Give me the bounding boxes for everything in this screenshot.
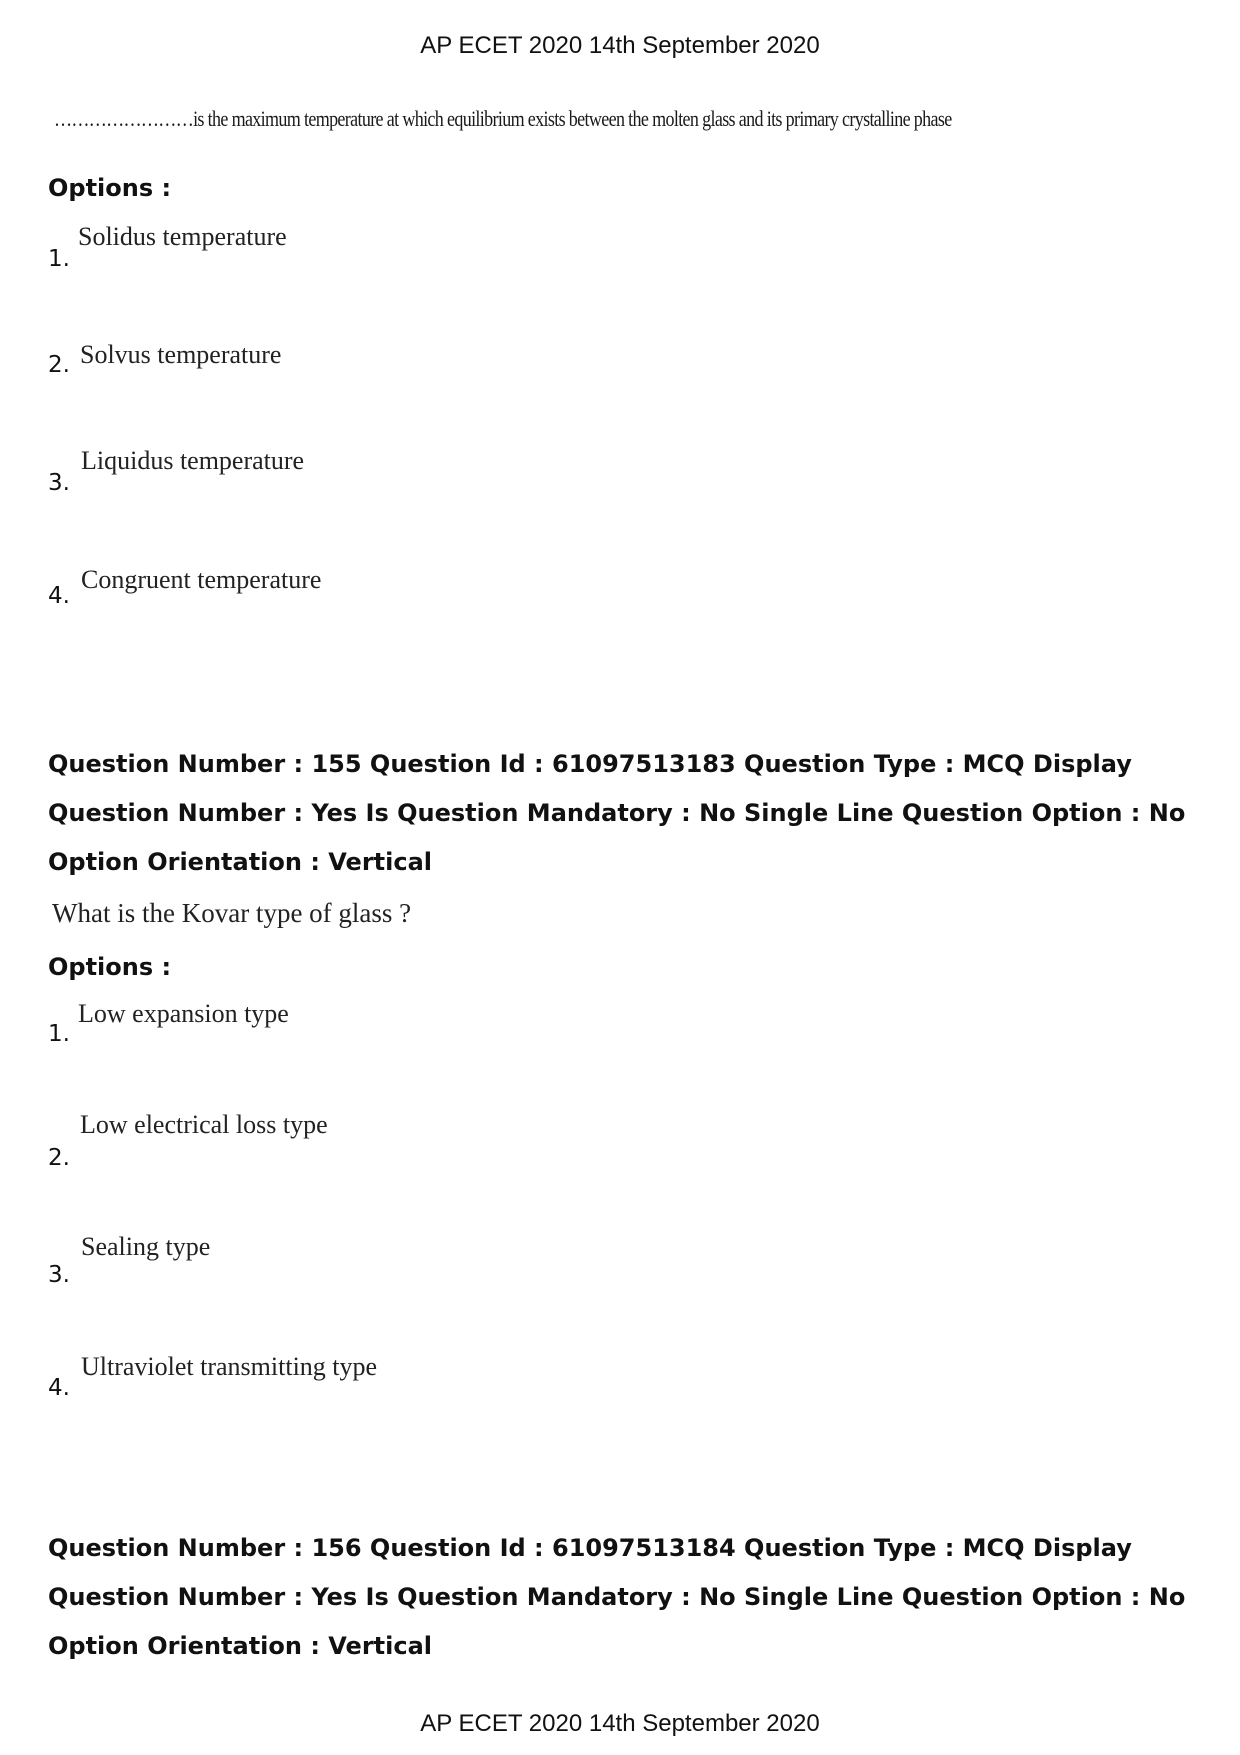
option-text: Congruent temperature — [81, 565, 322, 594]
option-text: Solvus temperature — [80, 340, 282, 369]
page-header: AP ECET 2020 14th September 2020 — [420, 32, 820, 59]
option-text: Liquidus temperature — [81, 446, 305, 475]
option-text: Low expansion type — [78, 999, 289, 1028]
option-number: 2. — [48, 1145, 70, 1171]
option-text: Ultraviolet transmitting type — [81, 1352, 378, 1381]
question-meta: Question Number : 156 Question Id : 61097513184 Question Type : MCQ Display Question Number : Yes Is Question Mandatory : No Single Line Question Option : No Option Orientation : Vertical — [48, 1534, 1186, 1660]
option-number: 4. — [48, 1375, 70, 1401]
options-label: Options : — [48, 953, 172, 981]
option-number: 3. — [48, 470, 70, 496]
option-text: Low electrical loss type — [80, 1110, 328, 1139]
question-stem: What is the Kovar type of glass ? — [52, 898, 412, 928]
question-meta: Question Number : 155 Question Id : 61097513183 Question Type : MCQ Display Question Number : Yes Is Question Mandatory : No Single Line Question Option : No Option Orientation : Vertical — [48, 750, 1186, 876]
option-text: Sealing type — [81, 1232, 211, 1261]
question-stem: ……………………is the maximum temperature at which equilibrium exists between the molten glass and its primary crystalline phase — [54, 106, 952, 131]
page-footer: AP ECET 2020 14th September 2020 — [420, 1710, 820, 1737]
option-number: 3. — [48, 1262, 70, 1288]
option-number: 1. — [48, 1021, 70, 1047]
options-label: Options : — [48, 174, 172, 202]
option-number: 1. — [48, 246, 70, 272]
option-number: 2. — [48, 352, 70, 378]
option-text: Solidus temperature — [78, 222, 287, 251]
option-number: 4. — [48, 583, 70, 609]
